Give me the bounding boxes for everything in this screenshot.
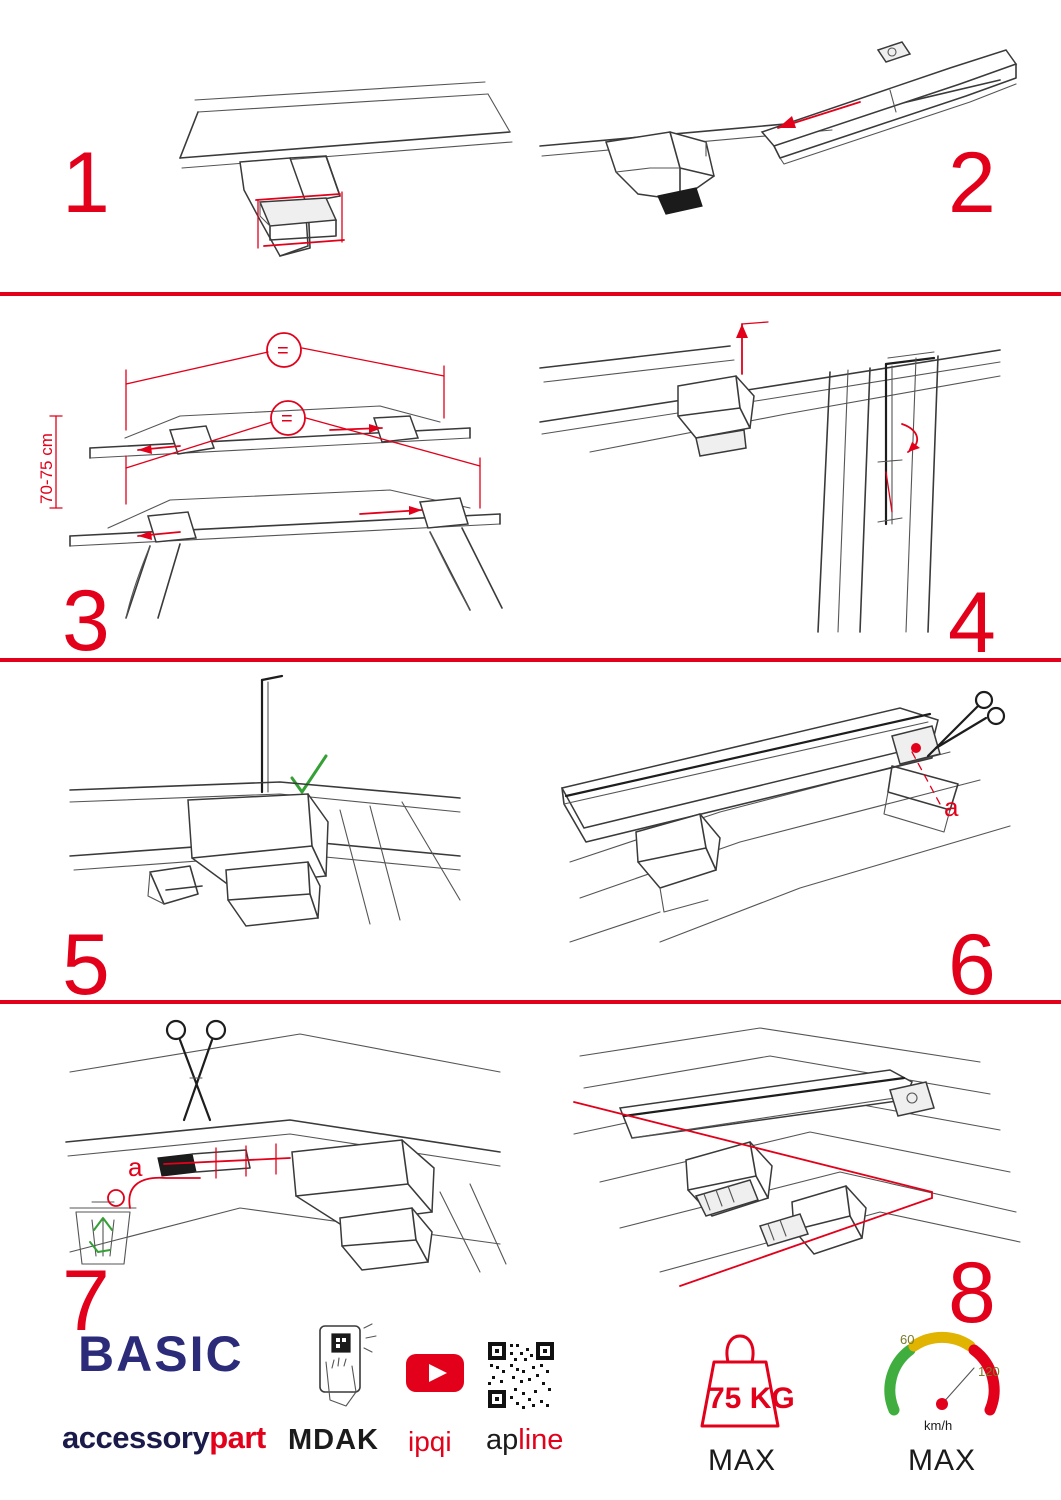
brand-title: BASIC [78,1326,244,1382]
weight-max-label: MAX [708,1444,777,1477]
step-7-illustration [40,1012,520,1292]
step-number-1: 1 [62,135,108,231]
partner-ipqi-label: ipqi [408,1426,452,1457]
step-1-illustration [140,50,530,280]
brand-name-part1: accessory [62,1420,210,1455]
step-number-5: 5 [62,917,108,1013]
partner-mdak-label: MDAK [288,1424,379,1456]
gauge-tick-120: 120 [978,1364,1000,1379]
weight-value: 75 KG [708,1382,795,1415]
speed-unit: km/h [924,1418,953,1433]
step-5-illustration [40,670,520,960]
youtube-icon[interactable] [404,1350,468,1396]
measurement-label: 70-75 cm [37,433,56,504]
section-divider [0,1000,1061,1004]
scissors-icon [928,692,1004,756]
svg-text:=: = [277,340,289,362]
scissors-icon [167,1021,225,1120]
step-number-6: 6 [948,917,994,1013]
svg-text:=: = [281,408,293,430]
section-divider [0,292,1061,296]
cut-label-a: a [944,792,959,822]
section-divider [0,658,1061,662]
qr-code-icon [486,1340,556,1410]
step-number-3: 3 [62,573,108,669]
brand-name [62,1420,266,1456]
weight-icon [680,1322,800,1440]
step-number-8: 8 [948,1245,994,1341]
speed-max-label: MAX [908,1444,977,1477]
brand-name-part2: part [209,1420,266,1455]
step-number-7: 7 [62,1253,108,1349]
phone-qr-scan-icon [306,1322,386,1414]
speedometer-icon [878,1318,1008,1440]
step-number-4: 4 [948,575,994,671]
partner-apline-label: apline [486,1424,564,1456]
step-number-2: 2 [948,135,994,231]
cut-label-a: a [128,1152,143,1182]
gauge-tick-60: 60 [900,1332,915,1347]
